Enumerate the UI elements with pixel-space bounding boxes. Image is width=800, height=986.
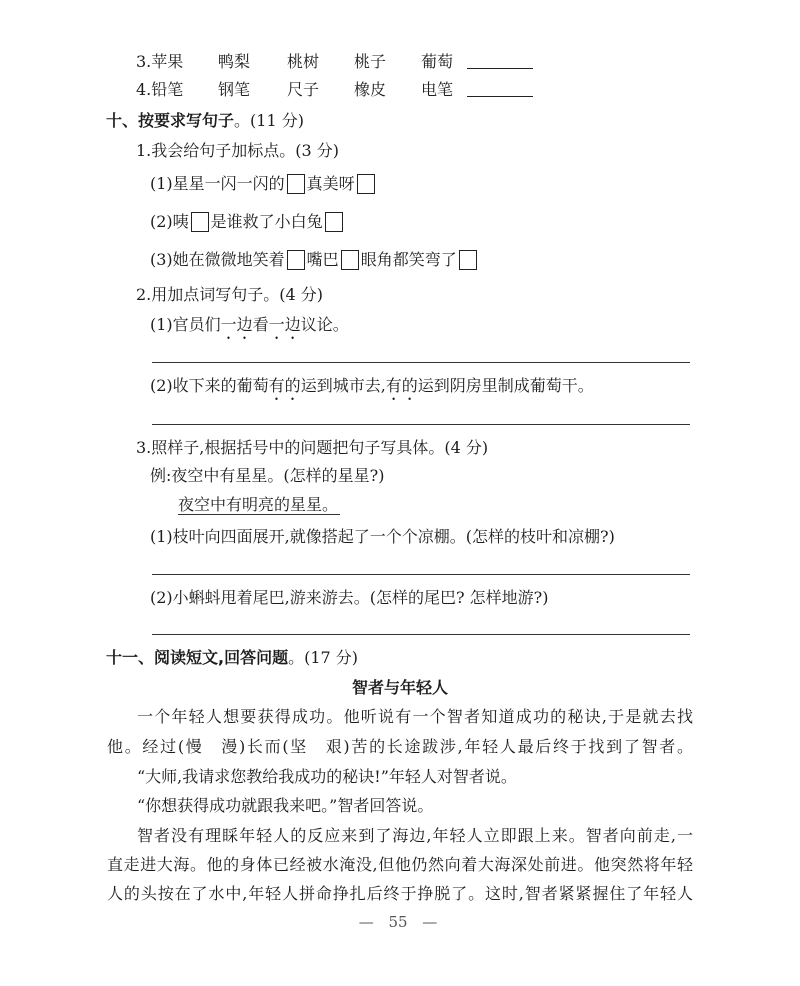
word: 橡皮	[354, 80, 387, 99]
example-question: 例:夜空中有星星。(怎样的星星?)	[150, 466, 385, 485]
section-11-score: 。(17 分)	[288, 648, 359, 667]
example-answer: 夜空中有明亮的星星。	[178, 495, 339, 514]
example-answer-row	[178, 495, 340, 515]
sentence-fragment: 眼角都笑弯了	[360, 250, 457, 269]
emphasized-word: 有的	[268, 376, 301, 395]
section-10-score: 。(11 分)	[234, 111, 304, 130]
punctuation-box	[325, 212, 343, 232]
sentence-fragment: 真美呀	[306, 174, 355, 193]
passage-line: 他。经过(慢 漫)长而(坚 艰)苦的长途跋涉,年轻人最后终于找到了智者。	[107, 737, 693, 756]
word: 葡萄	[421, 52, 454, 71]
emphasized-word: 有的	[385, 376, 418, 395]
answer-line	[152, 362, 690, 363]
sentence-segment: (1)官员们	[150, 315, 221, 334]
expand-item-1: (1)枝叶向四面展开,就像搭起了一个个凉棚。(怎样的枝叶和凉棚?)	[150, 527, 615, 546]
sentence-fragment: 是谁救了小白兔	[210, 212, 323, 231]
page-number: — 55 —	[358, 913, 438, 931]
question-2-prompt: 2.用加点词写句子。(4 分)	[136, 285, 324, 304]
word: 钢笔	[218, 80, 251, 99]
word: 3.苹果	[136, 52, 184, 71]
punctuation-item-3	[150, 250, 479, 270]
question-3-prompt: 3.照样子,根据括号中的问题把句子写具体。(4 分)	[136, 438, 489, 457]
answer-line	[152, 574, 690, 575]
passage-title: 智者与年轻人	[351, 678, 448, 697]
punctuation-item-2	[150, 212, 345, 232]
sentence-segment: 运到城市去,	[300, 376, 386, 395]
sentence-fragment: (2)咦	[150, 212, 189, 231]
sentence-fragment: (1)星星一闪一闪的	[150, 174, 285, 193]
sentence-segment: 议论。	[300, 315, 349, 334]
answer-line	[152, 634, 690, 635]
sentence-segment: (2)收下来的葡萄	[150, 376, 269, 395]
word: 4.铅笔	[136, 80, 184, 99]
answer-blank	[467, 96, 533, 97]
question-1-prompt: 1.我会给句子加标点。(3 分)	[136, 141, 340, 160]
answer-line	[152, 424, 690, 425]
sentence-fragment: (3)她在微微地笑着	[150, 250, 285, 269]
punctuation-item-1	[150, 174, 377, 194]
word: 电笔	[421, 80, 454, 99]
word: 尺子	[287, 80, 320, 99]
passage-line: 直走进大海。他的身体已经被水淹没,但他仍然向着大海深处前进。他突然将年轻	[107, 855, 693, 874]
punctuation-box	[459, 250, 477, 270]
answer-blank	[467, 68, 533, 69]
emphasized-word: 一边	[220, 315, 253, 334]
passage-line: 一个年轻人想要获得成功。他听说有一个智者知道成功的秘诀,于是就去找	[137, 707, 693, 726]
sentence-segment: 看	[252, 315, 269, 334]
word: 桃树	[287, 52, 320, 71]
expand-item-2: (2)小蝌蚪甩着尾巴,游来游去。(怎样的尾巴? 怎样地游?)	[150, 588, 549, 607]
emphasis-sentence-2	[150, 376, 594, 404]
word-group-row	[136, 52, 536, 72]
word: 桃子	[354, 52, 387, 71]
word-group-row	[136, 80, 536, 100]
passage-line: “大师,我请求您教给我成功的秘诀!”年轻人对智者说。	[137, 767, 517, 786]
section-11-heading	[106, 648, 358, 668]
passage-line: “你想获得成功就跟我来吧。”智者回答说。	[137, 796, 434, 815]
emphasized-word: 一边	[268, 315, 301, 334]
punctuation-box	[287, 250, 305, 270]
punctuation-box	[191, 212, 209, 232]
passage-line: 人的头按在了水中,年轻人拼命挣扎后终于挣脱了。这时,智者紧紧握住了年轻人	[107, 884, 693, 903]
sentence-segment: 运到阴房里制成葡萄干。	[417, 376, 594, 395]
punctuation-box	[341, 250, 359, 270]
section-11-title: 十一、阅读短文,回答问题	[106, 648, 289, 667]
punctuation-box	[357, 174, 375, 194]
section-10-title: 十、按要求写句子	[106, 111, 235, 130]
emphasis-sentence-1	[150, 315, 349, 343]
word: 鸭梨	[218, 52, 251, 71]
section-10-heading	[106, 111, 304, 131]
sentence-fragment: 嘴巴	[306, 250, 339, 269]
passage-line: 智者没有理睬年轻人的反应来到了海边,年轻人立即跟上来。智者向前走,一	[137, 826, 693, 845]
punctuation-box	[287, 174, 305, 194]
